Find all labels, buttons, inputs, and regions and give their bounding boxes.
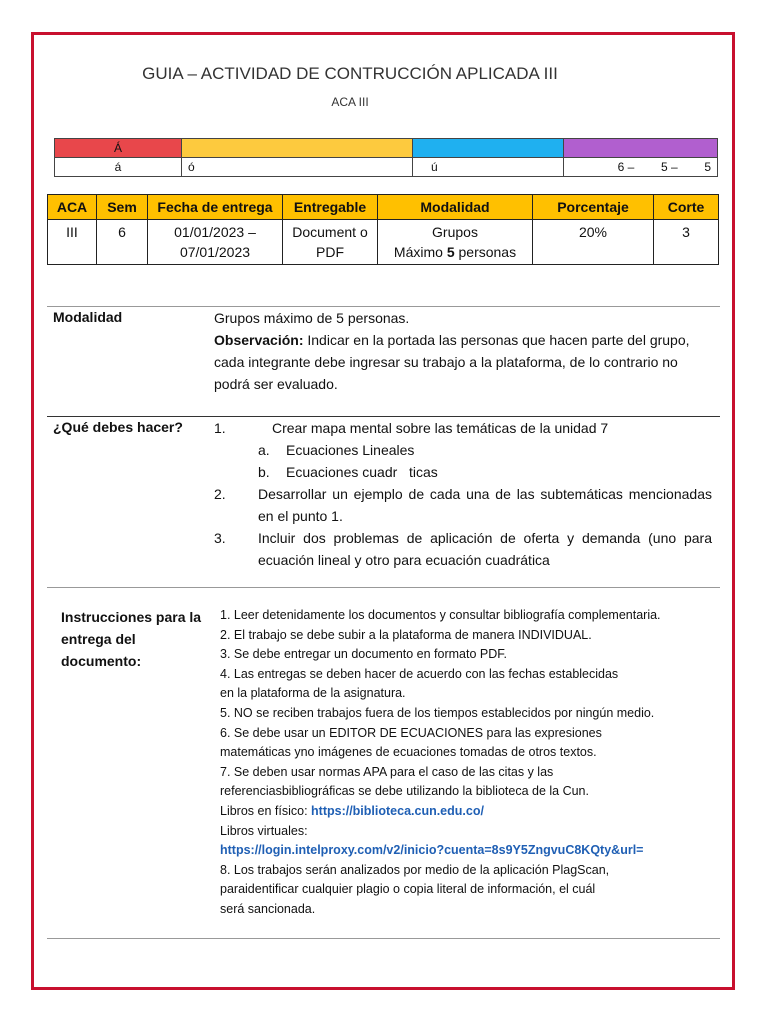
modalidad-text-b: 5 [446,244,455,260]
instr-line: 5. NO se reciben trabajos fuera de los tiempos establecidos por ningún medio. [220,705,655,720]
modalidad-body [214,307,714,395]
que-hacer-list [214,417,712,571]
document-subtitle: ACA III [331,95,369,109]
cell-sem: 6 [97,220,148,265]
cell-aca: III [48,220,97,265]
header-modalidad: Modalidad [378,195,533,220]
activity-table [47,194,719,265]
list-item-text: Ecuaciones cuadr ticas [286,464,438,480]
document-title: GUIA – ACTIVIDAD DE CONTRUCCIÓN APLICADA III [142,64,558,83]
divider [47,938,720,939]
list-item-num: a. [258,442,270,458]
instrucciones-label: Instrucciones para la entrega del documento: [61,609,202,669]
list-item-num: 2. [214,486,226,502]
instr-line: 2. El trabajo se debe subir a la plataforma de manera INDIVIDUAL. [220,627,592,642]
cell-corte: 3 [654,220,719,265]
color-bar-top-3 [413,139,564,158]
list-item [214,527,712,571]
color-bar-bottom-3: ú [413,158,564,177]
modalidad-observacion [214,329,714,395]
modalidad-text-c: personas [454,244,517,260]
instr-line: 4. Las entregas se deben hacer de acuerdo con las fechas establecidas [220,666,619,681]
list-item-text: Crear mapa mental sobre las temáticas de la unidad 7 [272,420,609,436]
cell-modalidad-line2 [381,242,529,262]
instr-line: referenciasbibliográficas se debe utilizando la biblioteca de la Cun. [220,784,589,799]
header-aca: ACA [48,195,97,220]
color-bar-bottom-2: ó [182,158,413,177]
instr-line: será sancionada. [220,901,316,916]
divider [47,587,720,588]
header-corte: Corte [654,195,719,220]
color-bar-bottom-4: 6 – 5 – 5 [564,158,718,177]
list-item [214,417,712,439]
table-header-row [48,195,719,220]
color-bar-bottom-1: á [55,158,182,177]
biblioteca-link[interactable]: https://biblioteca.cun.edu.co/ [311,803,484,818]
list-item [214,483,712,527]
observacion-text: Indicar en la portada las personas que hacen parte del grupo, cada integrante debe ingresar su trabajo a la plataforma, de lo contrario no podrá ser evaluado. [214,332,690,392]
header-entregable: Entregable [283,195,378,220]
cell-modalidad-line1: Grupos [432,224,478,240]
cell-modalidad [378,220,533,265]
list-item-num: b. [258,464,270,480]
color-bar-top-2 [182,139,413,158]
list-item [214,461,712,483]
header-fecha: Fecha de entrega [148,195,283,220]
list-item [214,439,712,461]
instr-line: 3. Se debe entregar un documento en formato PDF. [220,647,507,662]
libros-fisico [220,802,732,822]
instr-line: 1. Leer detenidamente los documentos y consultar bibliografía complementaria. [220,608,661,622]
instr-line: matemáticas yno imágenes de ecuaciones tomadas de otros textos. [220,745,597,760]
cell-fecha: 01/01/2023 – 07/01/2023 [148,220,283,265]
list-item-text: Ecuaciones Lineales [286,442,415,458]
cell-entregable: Document o PDF [283,220,378,265]
instr-line: paraidentificar cualquier plagio o copia literal de información, el cuál [220,882,596,897]
observacion-label: Observación: [214,332,304,348]
color-bar [54,138,718,177]
color-bar-top-1: Á [55,139,182,158]
intelproxy-link[interactable]: https://login.intelproxy.com/v2/inicio?cuenta=8s9Y5ZngvuC8KQty&url= [220,843,644,858]
color-bar-top-4 [564,139,718,158]
instr-line: 6. Se debe usar un EDITOR DE ECUACIONES para las expresiones [220,725,602,740]
modalidad-line1: Grupos máximo de 5 personas. [214,310,410,326]
modalidad-text-a: Máximo [393,244,447,260]
cell-porcentaje: 20% [533,220,654,265]
instr-line: 8. Los trabajos serán analizados por medio de la aplicación PlagScan, [220,862,610,877]
que-hacer-label: ¿Qué debes hacer? [53,419,183,435]
list-item-num: 3. [214,530,226,546]
libros-virtuales-label: Libros virtuales: [220,823,308,838]
header-porcentaje: Porcentaje [533,195,654,220]
list-item-text: Desarrollar un ejemplo de cada una de las subtemáticas mencionadas en el punto 1. [258,486,712,524]
instr-line: en la plataforma de la asignatura. [220,686,406,701]
modalidad-label: Modalidad [53,309,123,325]
instrucciones-body [220,606,732,920]
list-item-text: Incluir dos problemas de aplicación de oferta y demanda (uno para ecuación lineal y otro para ecuación cuadrática [258,530,712,568]
list-item-num: 1. [214,420,226,436]
header-sem: Sem [97,195,148,220]
instr-line: 7. Se deben usar normas APA para el caso de las citas y las [220,764,554,779]
libros-fisico-label: Libros en físico: [220,803,312,818]
table-row [48,220,719,265]
